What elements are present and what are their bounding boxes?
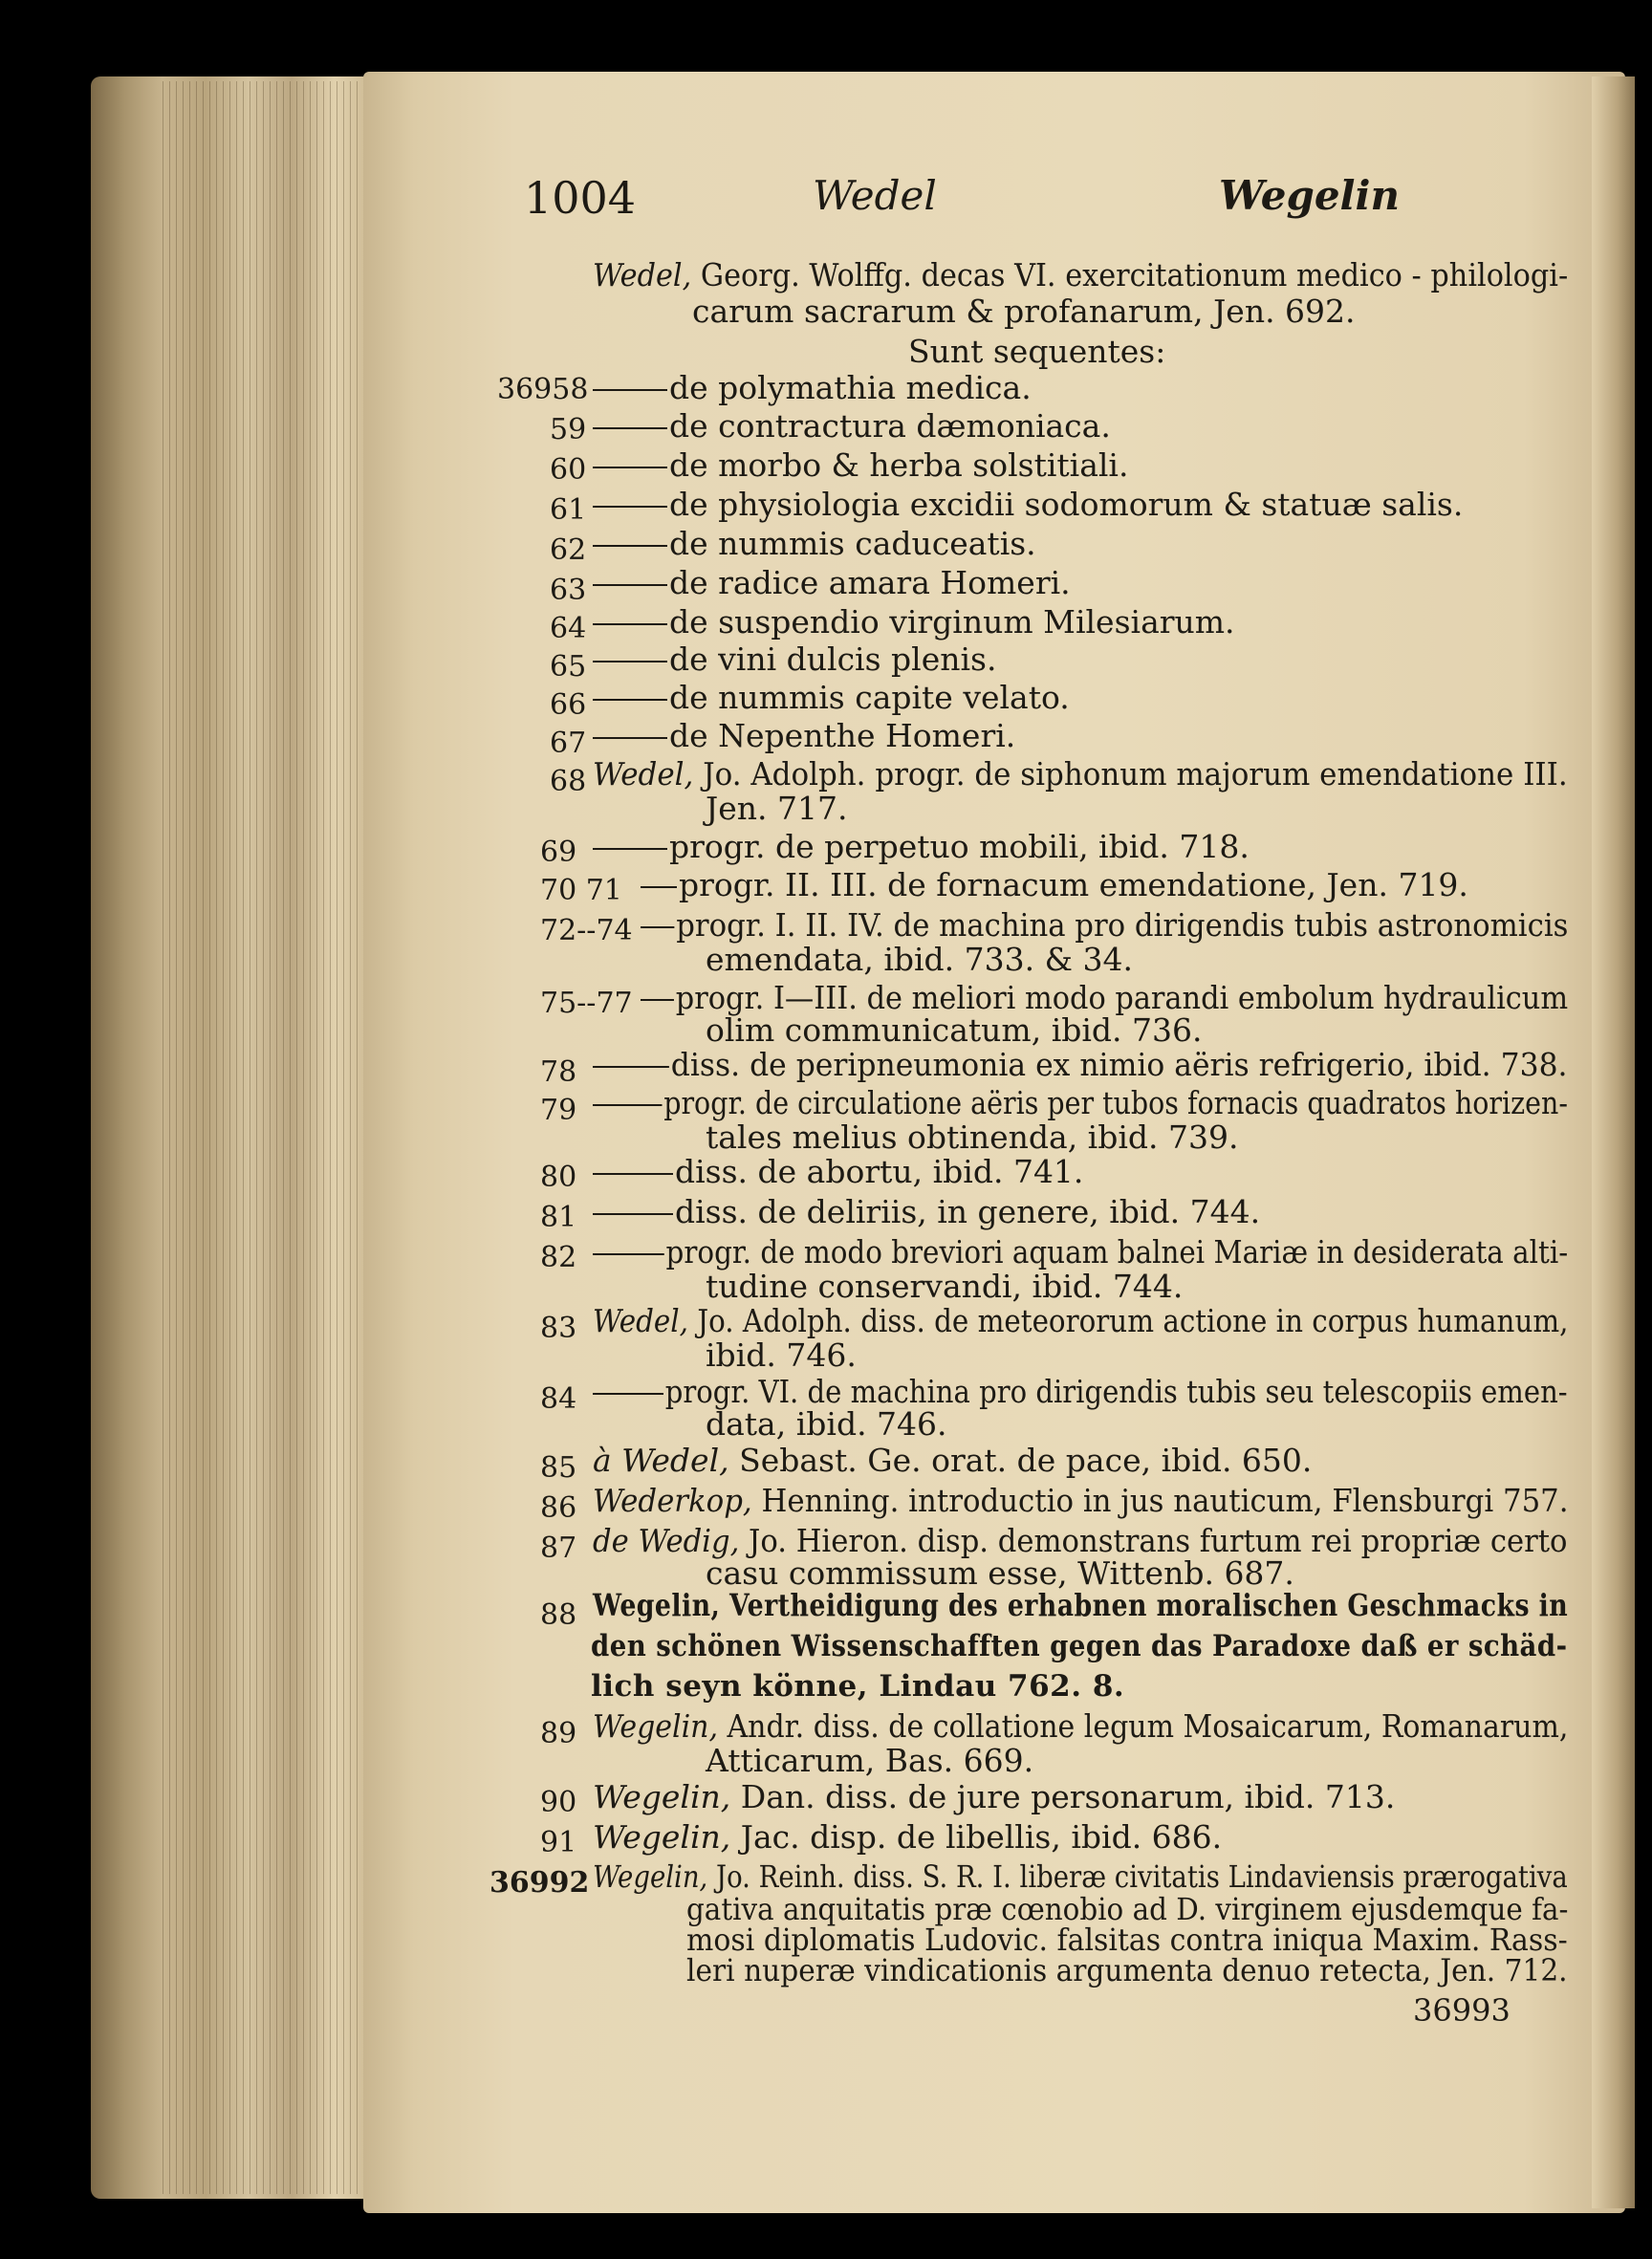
entry-text: progr. de circulatione aëris per tubos fornacis quadratos horizen- [663, 1084, 1568, 1121]
entry-author: Wegelin, [593, 1818, 731, 1856]
entry-number: 63 [550, 574, 587, 607]
entry-text: Dan. diss. de jure personarum, ibid. 713. [740, 1778, 1396, 1815]
ditto-dash [593, 1066, 669, 1068]
entry-line [593, 1233, 1568, 1271]
entry-number: 80 [540, 1161, 577, 1194]
entry-text: progr. VI. de machina pro dirigendis tubis seu telescopiis emen- [664, 1373, 1568, 1410]
entry-author: Wegelin, [593, 1778, 731, 1815]
entry-number: 59 [550, 413, 587, 446]
ditto-dash [593, 848, 667, 850]
entry-line [593, 1153, 1083, 1190]
entry-line [593, 1587, 1568, 1623]
entry-line [593, 407, 1111, 445]
entry-author: Wegelin, [593, 1587, 721, 1623]
entry-line [593, 755, 1568, 793]
entry-text: Jac. disp. de libellis, ibid. 686. [740, 1818, 1223, 1856]
entry-author: Wederkop, [593, 1482, 752, 1519]
entry-line: gativa anquitatis præ cœnobio ad D. virginem ejusdemque fa- [686, 1891, 1569, 1927]
entry-author: à Wedel, [593, 1442, 729, 1479]
entry-line [593, 1046, 1568, 1083]
entry-line [593, 1084, 1568, 1121]
entry-number: 83 [540, 1312, 577, 1345]
entry-line [593, 1302, 1568, 1339]
entry-line: mosi diplomatis Ludovic. falsitas contra iniqua Maxim. Rass- [686, 1922, 1568, 1958]
entry-number: 61 [550, 493, 587, 527]
catchword: 36993 [1413, 1992, 1511, 2029]
ditto-dash [593, 1213, 673, 1215]
entry-line: emendata, ibid. 733. & 34. [706, 941, 1133, 978]
entry-line [593, 1707, 1568, 1745]
entry-number: 69 [540, 836, 577, 869]
entry-line: tales melius obtinenda, ibid. 739. [706, 1119, 1239, 1156]
ditto-dash [593, 661, 667, 662]
entry-author: Wedel, [593, 1302, 688, 1339]
entry-number: 85 [540, 1451, 577, 1485]
entry-text: progr. II. III. de fornacum emendatione, Jen. 719. [679, 866, 1468, 903]
entry-line [593, 603, 1235, 641]
entry-line [593, 1818, 1222, 1856]
ditto-dash [593, 467, 667, 468]
entry-line [593, 525, 1036, 562]
ditto-dash [593, 737, 667, 739]
entry-text: de physiologia excidii sodomorum & statuæ salis. [669, 486, 1464, 523]
ditto-dash [593, 389, 667, 391]
entry-text: diss. de deliriis, in genere, ibid. 744. [675, 1193, 1261, 1230]
entry-text: Jo. Adolph. diss. de meteororum actione in corpus humanum, [697, 1302, 1569, 1339]
entry-number: 90 [540, 1786, 577, 1819]
entry-text: de nummis caduceatis. [669, 525, 1036, 562]
ditto-dash [593, 699, 667, 701]
entry-line [593, 1858, 1568, 1895]
entry-text: de Nepenthe Homeri. [669, 717, 1016, 754]
entry-text: de morbo & herba solstitiali. [669, 446, 1129, 484]
entry-author: Wedel, [593, 256, 692, 293]
entry-number: 84 [540, 1382, 577, 1416]
page-number: 1004 [524, 172, 637, 224]
entry-text: diss. de peripneumonia ex nimio aëris refrigerio, ibid. 738. [670, 1046, 1568, 1083]
entry-text: progr. de modo breviori aquam balnei Mariæ in desiderata alti- [665, 1233, 1569, 1271]
entry-number: 65 [550, 650, 587, 684]
entry-line [593, 486, 1463, 523]
entry-number: 72--74 [540, 914, 633, 947]
entry-text: de vini dulcis plenis. [669, 641, 997, 678]
ditto-dash [593, 1253, 664, 1255]
ditto-dash [593, 1173, 673, 1175]
ditto-dash [641, 926, 674, 928]
entry-line [593, 828, 1250, 865]
entry-line [593, 1442, 1312, 1479]
entry-number: 81 [540, 1201, 577, 1234]
entry-text: progr. de perpetuo mobili, ibid. 718. [669, 828, 1250, 865]
entry-number: 60 [550, 453, 587, 487]
entry-line [641, 866, 1468, 903]
entry-number: 70 71 [540, 874, 622, 907]
entry-text: Henning. introductio in jus nauticum, Flensburgi 757. [761, 1482, 1569, 1519]
entry-author: Wegelin, [593, 1858, 708, 1895]
entry-number: 67 [550, 727, 587, 760]
entry-number: 78 [540, 1055, 577, 1089]
entry-line: casu commissum esse, Wittenb. 687. [706, 1554, 1294, 1592]
entry-text: de contractura dæmoniaca. [669, 407, 1111, 445]
entry-text: Jo. Adolph. progr. de siphonum majorum emendatione III. [703, 755, 1568, 793]
entry-text: Sebast. Ge. orat. de pace, ibid. 650. [739, 1442, 1313, 1479]
entry-text: de polymathia medica. [669, 369, 1032, 406]
entry-text: de nummis capite velato. [669, 679, 1070, 716]
entry-number: 79 [540, 1094, 577, 1127]
entry-number: 36992 [489, 1866, 590, 1900]
entry-text: Georg. Wolffg. decas VI. exercitationum medico - philologi- [700, 256, 1569, 293]
entry-text: Jo. Hieron. disp. demonstrans furtum rei propriæ certo [749, 1522, 1568, 1559]
entry-text: de suspendio virginum Milesiarum. [669, 603, 1235, 641]
entry-number: 62 [550, 533, 587, 567]
entry-line: olim communicatum, ibid. 736. [706, 1011, 1203, 1049]
entry-text: progr. I. II. IV. de machina pro dirigendis tubis astronomicis [676, 906, 1569, 944]
ditto-dash [593, 1393, 663, 1395]
entry-line: ibid. 746. [706, 1336, 857, 1374]
ditto-dash [593, 545, 667, 547]
entry-number: 88 [540, 1598, 577, 1632]
entry-line [593, 641, 996, 678]
entry-line: leri nuperæ vindicationis argumenta denuo retecta, Jen. 712. [686, 1952, 1568, 1988]
entry-author: Wedel, [593, 755, 694, 793]
entry-line: carum sacrarum & profanarum, Jen. 692. [692, 293, 1356, 330]
entry-line: lich seyn könne, Lindau 762. 8. [591, 1669, 1125, 1704]
entry-line [641, 906, 1568, 944]
subheading: Sunt sequentes: [908, 333, 1166, 370]
entry-text: Jo. Reinh. diss. S. R. I. liberæ civitatis Lindaviensis prærogativa [716, 1858, 1568, 1895]
ditto-dash [593, 1104, 662, 1106]
entry-line [593, 446, 1128, 484]
entry-line [593, 717, 1015, 754]
entry-number: 82 [540, 1241, 577, 1274]
entry-line [593, 369, 1032, 406]
ditto-dash [593, 506, 667, 508]
ditto-dash [593, 623, 667, 625]
ditto-dash [593, 584, 667, 586]
entry-author: Wegelin, [593, 1707, 718, 1745]
entry-line: den schönen Wissenschafften gegen das Paradoxe daß er schäd- [591, 1629, 1568, 1663]
entry-number: 36958 [497, 373, 589, 406]
entry-number: 64 [550, 612, 587, 645]
entry-line: Jen. 717. [706, 790, 848, 827]
entry-line: Atticarum, Bas. 669. [706, 1742, 1034, 1779]
entry-number: 86 [540, 1491, 577, 1525]
entry-number: 66 [550, 688, 587, 722]
entry-number: 68 [550, 765, 587, 798]
entry-text: de radice amara Homeri. [669, 564, 1071, 601]
entry-line [593, 1778, 1395, 1815]
entry-number: 89 [540, 1717, 577, 1750]
running-head-right: Wegelin [1219, 172, 1400, 219]
entry-line [593, 564, 1071, 601]
entry-text: diss. de abortu, ibid. 741. [675, 1153, 1084, 1190]
entry-line: tudine conservandi, ibid. 744. [706, 1268, 1184, 1305]
entry-text: progr. I—III. de meliori modo parandi embolum hydraulicum [675, 979, 1569, 1016]
entry-number: 75--77 [540, 987, 633, 1020]
entry-line [593, 1482, 1569, 1519]
ditto-dash [593, 427, 667, 429]
running-head-left: Wedel [813, 172, 937, 219]
page-edge-lines [163, 81, 368, 2194]
entry-text: Andr. diss. de collatione legum Mosaicarum, Romanarum, [727, 1707, 1569, 1745]
entry-text: Vertheidigung des erhabnen moralischen Geschmacks in [728, 1587, 1569, 1623]
entry-line [593, 679, 1070, 716]
ditto-dash [641, 999, 674, 1001]
entry-line [593, 1193, 1260, 1230]
entry-number: 91 [540, 1826, 577, 1859]
entry-number: 87 [540, 1531, 577, 1565]
entry-author: de Wedig, [593, 1522, 740, 1559]
entry-line: data, ibid. 746. [706, 1405, 947, 1443]
ditto-dash [641, 886, 677, 888]
entry-line [593, 256, 1568, 293]
next-page-gutter [1592, 76, 1635, 2208]
